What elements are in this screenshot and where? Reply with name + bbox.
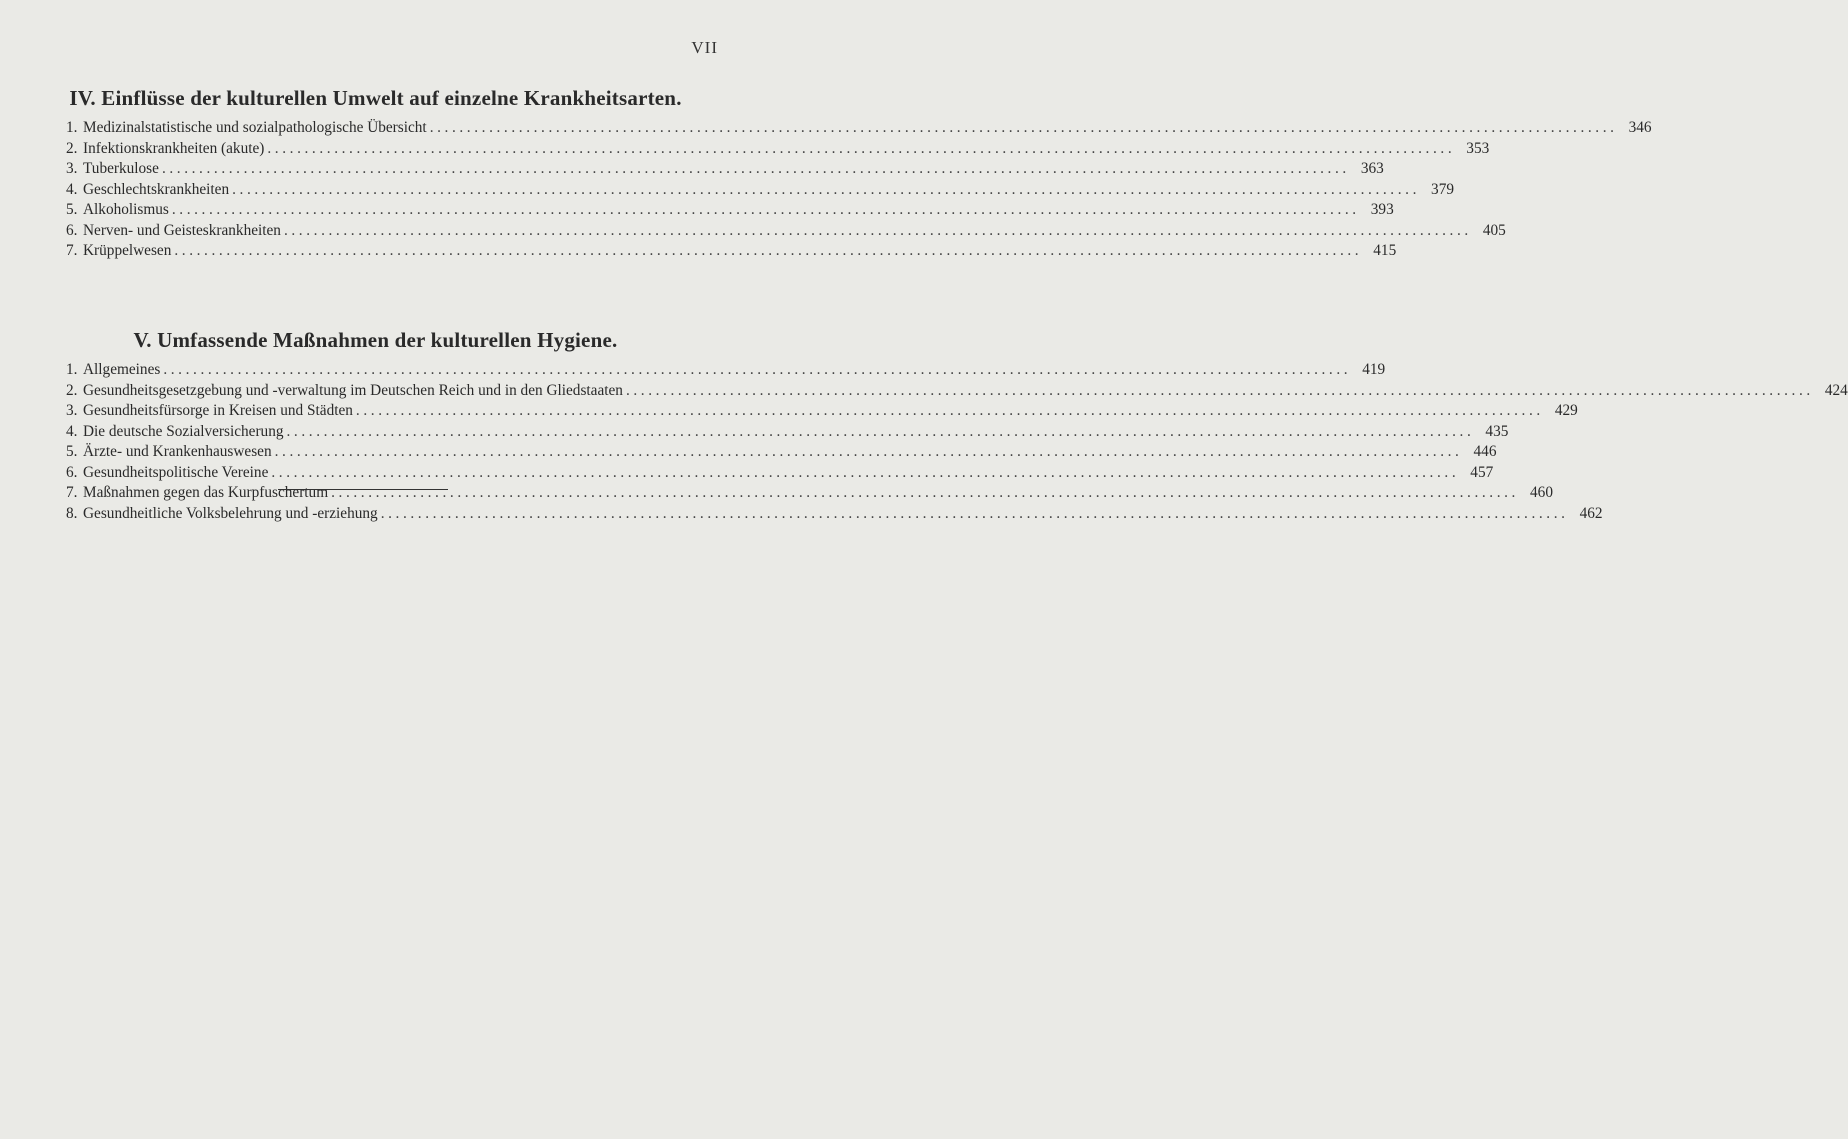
entry-number: 4. — [66, 180, 78, 198]
dot-leader: ................................................................................................................................................................ — [286, 422, 1475, 440]
entry-page: 346 — [1628, 119, 1652, 136]
entry-number: 1. — [66, 119, 78, 136]
entry-page: 415 — [1373, 242, 1397, 259]
entry-number: 3. — [66, 160, 78, 177]
toc-entry[interactable] — [66, 360, 1386, 381]
entry-number: 5. — [66, 201, 78, 218]
entry-page: 424 — [1824, 381, 1848, 399]
toc-list — [66, 360, 1848, 524]
toc-entry[interactable] — [66, 139, 1490, 160]
entry-page: 460 — [1530, 484, 1553, 501]
toc-entry[interactable] — [66, 118, 1652, 139]
entry-page: 393 — [1370, 201, 1394, 218]
toc-entry[interactable] — [66, 221, 1506, 242]
entry-title: Die deutsche Sozialversicherung — [83, 422, 284, 440]
dot-leader: ................................................................................................................................................................ — [232, 180, 1420, 198]
toc-section-v — [66, 326, 1848, 524]
dot-leader: ................................................................................................................................................................ — [283, 221, 1472, 239]
entry-title: Nerven- und Geisteskrankheiten — [83, 221, 281, 239]
section-heading: IV. Einflüsse der kulturellen Umwelt auf einzelne Krankheitsarten. — [69, 86, 682, 110]
entry-number: 7. — [66, 242, 78, 259]
entry-page: 446 — [1473, 443, 1497, 460]
entry-number: 6. — [66, 463, 78, 481]
entry-title: Geschlechtskrankheiten — [83, 180, 230, 198]
toc-entry[interactable] — [66, 401, 1578, 422]
entry-title: Allgemeines — [83, 361, 161, 378]
toc-entry[interactable] — [66, 241, 1397, 262]
entry-page: 405 — [1482, 221, 1506, 239]
end-rule — [278, 489, 448, 490]
dot-leader: ................................................................................................................................................................ — [429, 119, 1618, 136]
entry-page: 435 — [1485, 422, 1509, 440]
dot-leader: ................................................................................................................................................................ — [161, 160, 1350, 177]
entry-page: 457 — [1470, 463, 1494, 481]
dot-leader: ................................................................................................................................................................ — [171, 201, 1360, 218]
entry-number: 6. — [66, 221, 78, 239]
dot-leader: ................................................................................................................................................................ — [274, 443, 1463, 460]
entry-title: Medizinalstatistische und sozialpathologische Übersicht — [83, 119, 427, 136]
entry-page: 379 — [1431, 180, 1454, 198]
entry-title: Gesundheitspolitische Vereine — [83, 463, 269, 481]
entry-title: Gesundheitsfürsorge in Kreisen und Städten — [83, 402, 353, 419]
toc-list — [66, 118, 1652, 262]
entry-title: Infektionskrankheiten (akute) — [83, 139, 265, 157]
entry-page: 462 — [1579, 504, 1603, 522]
entry-title: Gesundheitliche Volksbelehrung und -erziehung — [83, 504, 378, 522]
dot-leader: ................................................................................................................................................................ — [380, 504, 1569, 522]
dot-leader: ................................................................................................................................................................ — [625, 381, 1814, 399]
dot-leader: ................................................................................................................................................................ — [163, 361, 1352, 378]
entry-title: Krüppelwesen — [83, 242, 172, 259]
entry-title: Ärzte- und Krankenhauswesen — [83, 443, 272, 460]
toc-entry[interactable] — [66, 442, 1497, 463]
entry-page: 363 — [1360, 160, 1384, 177]
entry-title: Maßnahmen gegen das Kurpfuschertum — [83, 484, 329, 501]
entry-number: 4. — [66, 422, 78, 440]
toc-entry[interactable] — [66, 483, 1553, 504]
entry-page: 353 — [1466, 139, 1490, 157]
entry-number: 3. — [66, 402, 78, 419]
toc-entry[interactable] — [66, 463, 1494, 484]
entry-number: 7. — [66, 484, 78, 501]
section-heading: V. Umfassende Maßnahmen der kulturellen Hygiene. — [133, 328, 618, 352]
dot-leader: ................................................................................................................................................................ — [267, 139, 1456, 157]
toc-section-iv — [66, 84, 1652, 262]
toc-entry[interactable] — [66, 422, 1509, 443]
entry-number: 2. — [66, 381, 78, 399]
entry-page: 419 — [1362, 361, 1386, 378]
entry-number: 1. — [66, 361, 78, 378]
toc-entry[interactable] — [66, 159, 1384, 180]
entry-page: 429 — [1554, 402, 1578, 419]
entry-number: 5. — [66, 443, 78, 460]
toc-entry[interactable] — [66, 200, 1394, 221]
entry-number: 8. — [66, 504, 78, 522]
entry-number: 2. — [66, 139, 78, 157]
dot-leader: ................................................................................................................................................................ — [355, 402, 1544, 419]
dot-leader: ................................................................................................................................................................ — [174, 242, 1363, 259]
toc-entry[interactable] — [66, 381, 1848, 402]
dot-leader: ................................................................................................................................................................ — [331, 484, 1519, 501]
toc-entry[interactable] — [66, 504, 1603, 525]
page-number: VII — [691, 38, 718, 57]
dot-leader: ................................................................................................................................................................ — [271, 463, 1460, 481]
toc-entry[interactable] — [66, 180, 1454, 201]
entry-title: Gesundheitsgesetzgebung und -verwaltung im Deutschen Reich und in den Gliedstaaten — [83, 381, 623, 399]
entry-title: Alkoholismus — [83, 201, 169, 218]
entry-title: Tuberkulose — [83, 160, 159, 177]
